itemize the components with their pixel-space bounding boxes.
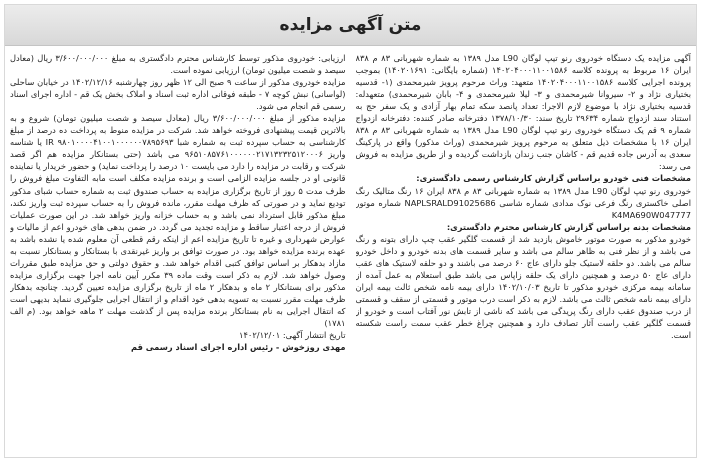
specs-heading: مشخصات فنی خودرو براساس گزارش کارشناس رسمی دادگستری: — [416, 173, 691, 184]
publish-date: تاریخ انتشار آگهی: ۱۴۰۲/۱۲/۰۱ — [238, 330, 346, 341]
specs-paragraph: خودروی رنو تیپ لوگان L90 مدل ۱۳۸۹ به شماره شهربانی ۸۳ م ۸۳۸ ایران ۱۶ رنگ متالیک رنگ اصلی خاکستری رنگ فرعی نوک مدادی شماره شاسی NAPLSRALD91025686 شماره موتور K4MA690W047777 — [355, 185, 691, 220]
body-specs-heading: مشخصات بدنه براساس گزارش کارشناس محترم دادگستری: — [446, 221, 691, 232]
signature-line: مهدی روزخوش - رئیس اداره اجرای اسناد رسمی قم — [130, 342, 346, 353]
body-specs-paragraph: خودرو مذکور به صورت موتور خاموش بازدید شد از قسمت گلگیر عقب چپ دارای بتونه و رنگ می باشد و از نظر فنی به ظاهر سالم می باشد و سایر قسمت های بدنه خودرو و داخل خودرو سالم می باشد. دو حلقه لاستیک جلو دارای عاج ۶۰ درصد می باشند و دو حلقه لاستیک های عقب دارای عاج ۵۰ درصد و همچنین دارای یک حلقه زاپاس می باشد طبق استعلام به عمل آمده از سامانه بیمه مرکزی خودرو مذکور تا تاریخ ۱۴۰۲/۱۰/۰۳ دارای بیمه نامه شخص ثالث بیمه ایران دارای بیمه نامه شخص ثالث می باشد. لازم به ذکر است درب موتور و قسمتی از سقف و قسمتی از درب صندوق عقب دارای رنگ پریدگی می باشد که ناشی از تابش نور آفتاب است و خودرو از قسمت گلگیر عقب راست آثار تصادف دارد و همچنین چراغ خطر عقب سمت راست شکسته است. — [355, 233, 691, 341]
notice-title: متن آگهی مزایده — [279, 15, 422, 35]
right-column — [356, 52, 692, 454]
conditions-paragraph: مزایده مذکور از مبلغ ۳/۶۰۰/۰۰۰/۰۰۰ ریال (معادل سیصد و شصت میلیون تومان) شروع و به بالاترین قیمت پیشنهادی فروخته خواهد شد. شرکت در مزایده منوط به پرداخت ده درصد از مبلغ کارشناسی به حساب سپرده ثبت به شماره شبا IR ۹۸۰۱۰۰۰۰۴۱۰۰۱۰۰۰۰۰۰۷۸۹۵۶۹۳ یا شناسه واریز ۹۶۵۱۰۸۵۷۶۱۰۰۰۰۰۰۲۱۷۱۳۲۳۲۵۱۲۰۰۰۶ می باشد (حتی بستانکار مزایده هم اگر قصد شرکت و رقابت در مزایده را دارد می بایست ۱۰ درصد را پرداخت نماید) و حضور خریدار یا نماینده قانونی او در جلسه مزایده الزامی است و برنده مزایده مکلف است مابه التفاوت مبلغ فروش را ظرف مدت ۵ روز از تاریخ برگزاری مزایده به حساب صندوق ثبت به شماره حساب شبای مذکور تودیع نماید و در صورتی که ظرف مهلت مقرر، مانده فروش را به حساب سپرده ثبت واریز نکند، مبلغ مذکور قابل استرداد نمی باشد و به حساب خزانه واریز خواهد شد. در این صورت عملیات فروش از درجه اعتبار ساقط و مزایده تجدید می گردد. در ضمن بدهی های خودرو اعم از مالیات و عوارض شهرداری و غیره تا تاریخ مزایده اعم از اینکه رقم قطعی آن معلوم شده یا نشده باشد به عهده برنده مزایده خواهد بود. در صورت توافق بر واریز غیرنقدی با بستانکار و بستانکار نسبت به مازاد بدهکار بر اساس توافق کتبی اقدام خواهد شد. و حقوق دولتی و حق مزایده طبق مقررات وصول خواهد شد. لازم به ذکر است وقت ماده ۳۹ مکرر آیین نامه اجرا جهت برگزاری مزایده مذکور برای بستانکار ۲ ماه و بدهکار ۲ ماه از تاریخ برگزاری مزایده تعیین گردید. چنانچه بدهکار ظرف مهلت مقرر نسبت به تسویه بدهی خود اقدام و از انتقال اجرایی جلوگیری ننماید بدیهی است که انتقال اجرایی به نام بستانکار برنده مزایده پس از گذشت مهلت ۲ ماهه خواهد بود. (م الف ۱۷۸۱) — [10, 113, 346, 329]
auction-time-paragraph: مزایده خودروی مذکور از ساعت ۹ صبح الی ۱۲ ظهر روز چهارشنبه ۱۴۰۲/۱۲/۱۶ در خیابان ساحلی (لواسانی) نبش کوچه ۷ - طبقه فوقانی اداره ثبت اسناد و املاک بخش یک قم - اداره اجرای اسناد رسمی قم انجام می شود. — [10, 77, 346, 112]
notice-header — [5, 5, 696, 46]
intro-paragraph: آگهی مزایده یک دستگاه خودروی رنو تیپ لوگان L90 مدل ۱۳۸۹ به شماره شهربانی ۸۳ م ۸۳۸ ایران ۱۶ مربوط به پرونده کلاسه ۱۴۰۲۰۴۰۰۰۱۱۰۰۱۵۸۶ (شماره بایگانی: ۱۴۰۲۰۱۶۹۱) بموجب پرونده اجرایی کلاسه ۱۴۰۲۰۴۰۰۰۱۱۰۰۱۵۸۶ متعهد: وراث مرحوم پرویز شیرمحمدی (۱- قدسیه بختیاری نژاد و ۲- سیروانا شیرمحمدی و ۳- لیلا شیرمحمدی و ۴- بابان شیرمحمدی) متعهدله: قدسیه بختیاری نژاد با موضوع لازم الاجرا: تعداد پانصد سکه تمام بهار آزادی و یک سفر حج به استناد سند ازدواج شماره ۲۹۶۳۴ تاریخ سند: ۱۳۷۸/۱۰/۳۰ دفترخانه صادر کننده: دفترخانه ازدواج شماره ۹ قم یک دستگاه خودروی رنو تیپ لوگان L90 مدل ۱۳۸۹ به شماره شهربانی ۸۳ م ۸۳۸ ایران ۱۶ با مشخصات ذیل متعلق به مرحوم پرویز شیرمحمدی (وراث مذکور) واقع در پارکینگ سعدی به آدرس جاده قدیم قم - کاشان جنب زندان بازداشت گردیده و از طریق مزایده به فروش می رسد: — [355, 53, 691, 172]
valuation-paragraph: ارزیابی: خودروی مذکور توسط کارشناس محترم دادگستری به مبلغ ۳/۶۰۰/۰۰۰/۰۰۰ ریال (معادل سیصد و شصت میلیون تومان) ارزیابی نموده است. — [10, 53, 346, 76]
left-column — [10, 52, 346, 454]
notice-body — [10, 52, 691, 454]
